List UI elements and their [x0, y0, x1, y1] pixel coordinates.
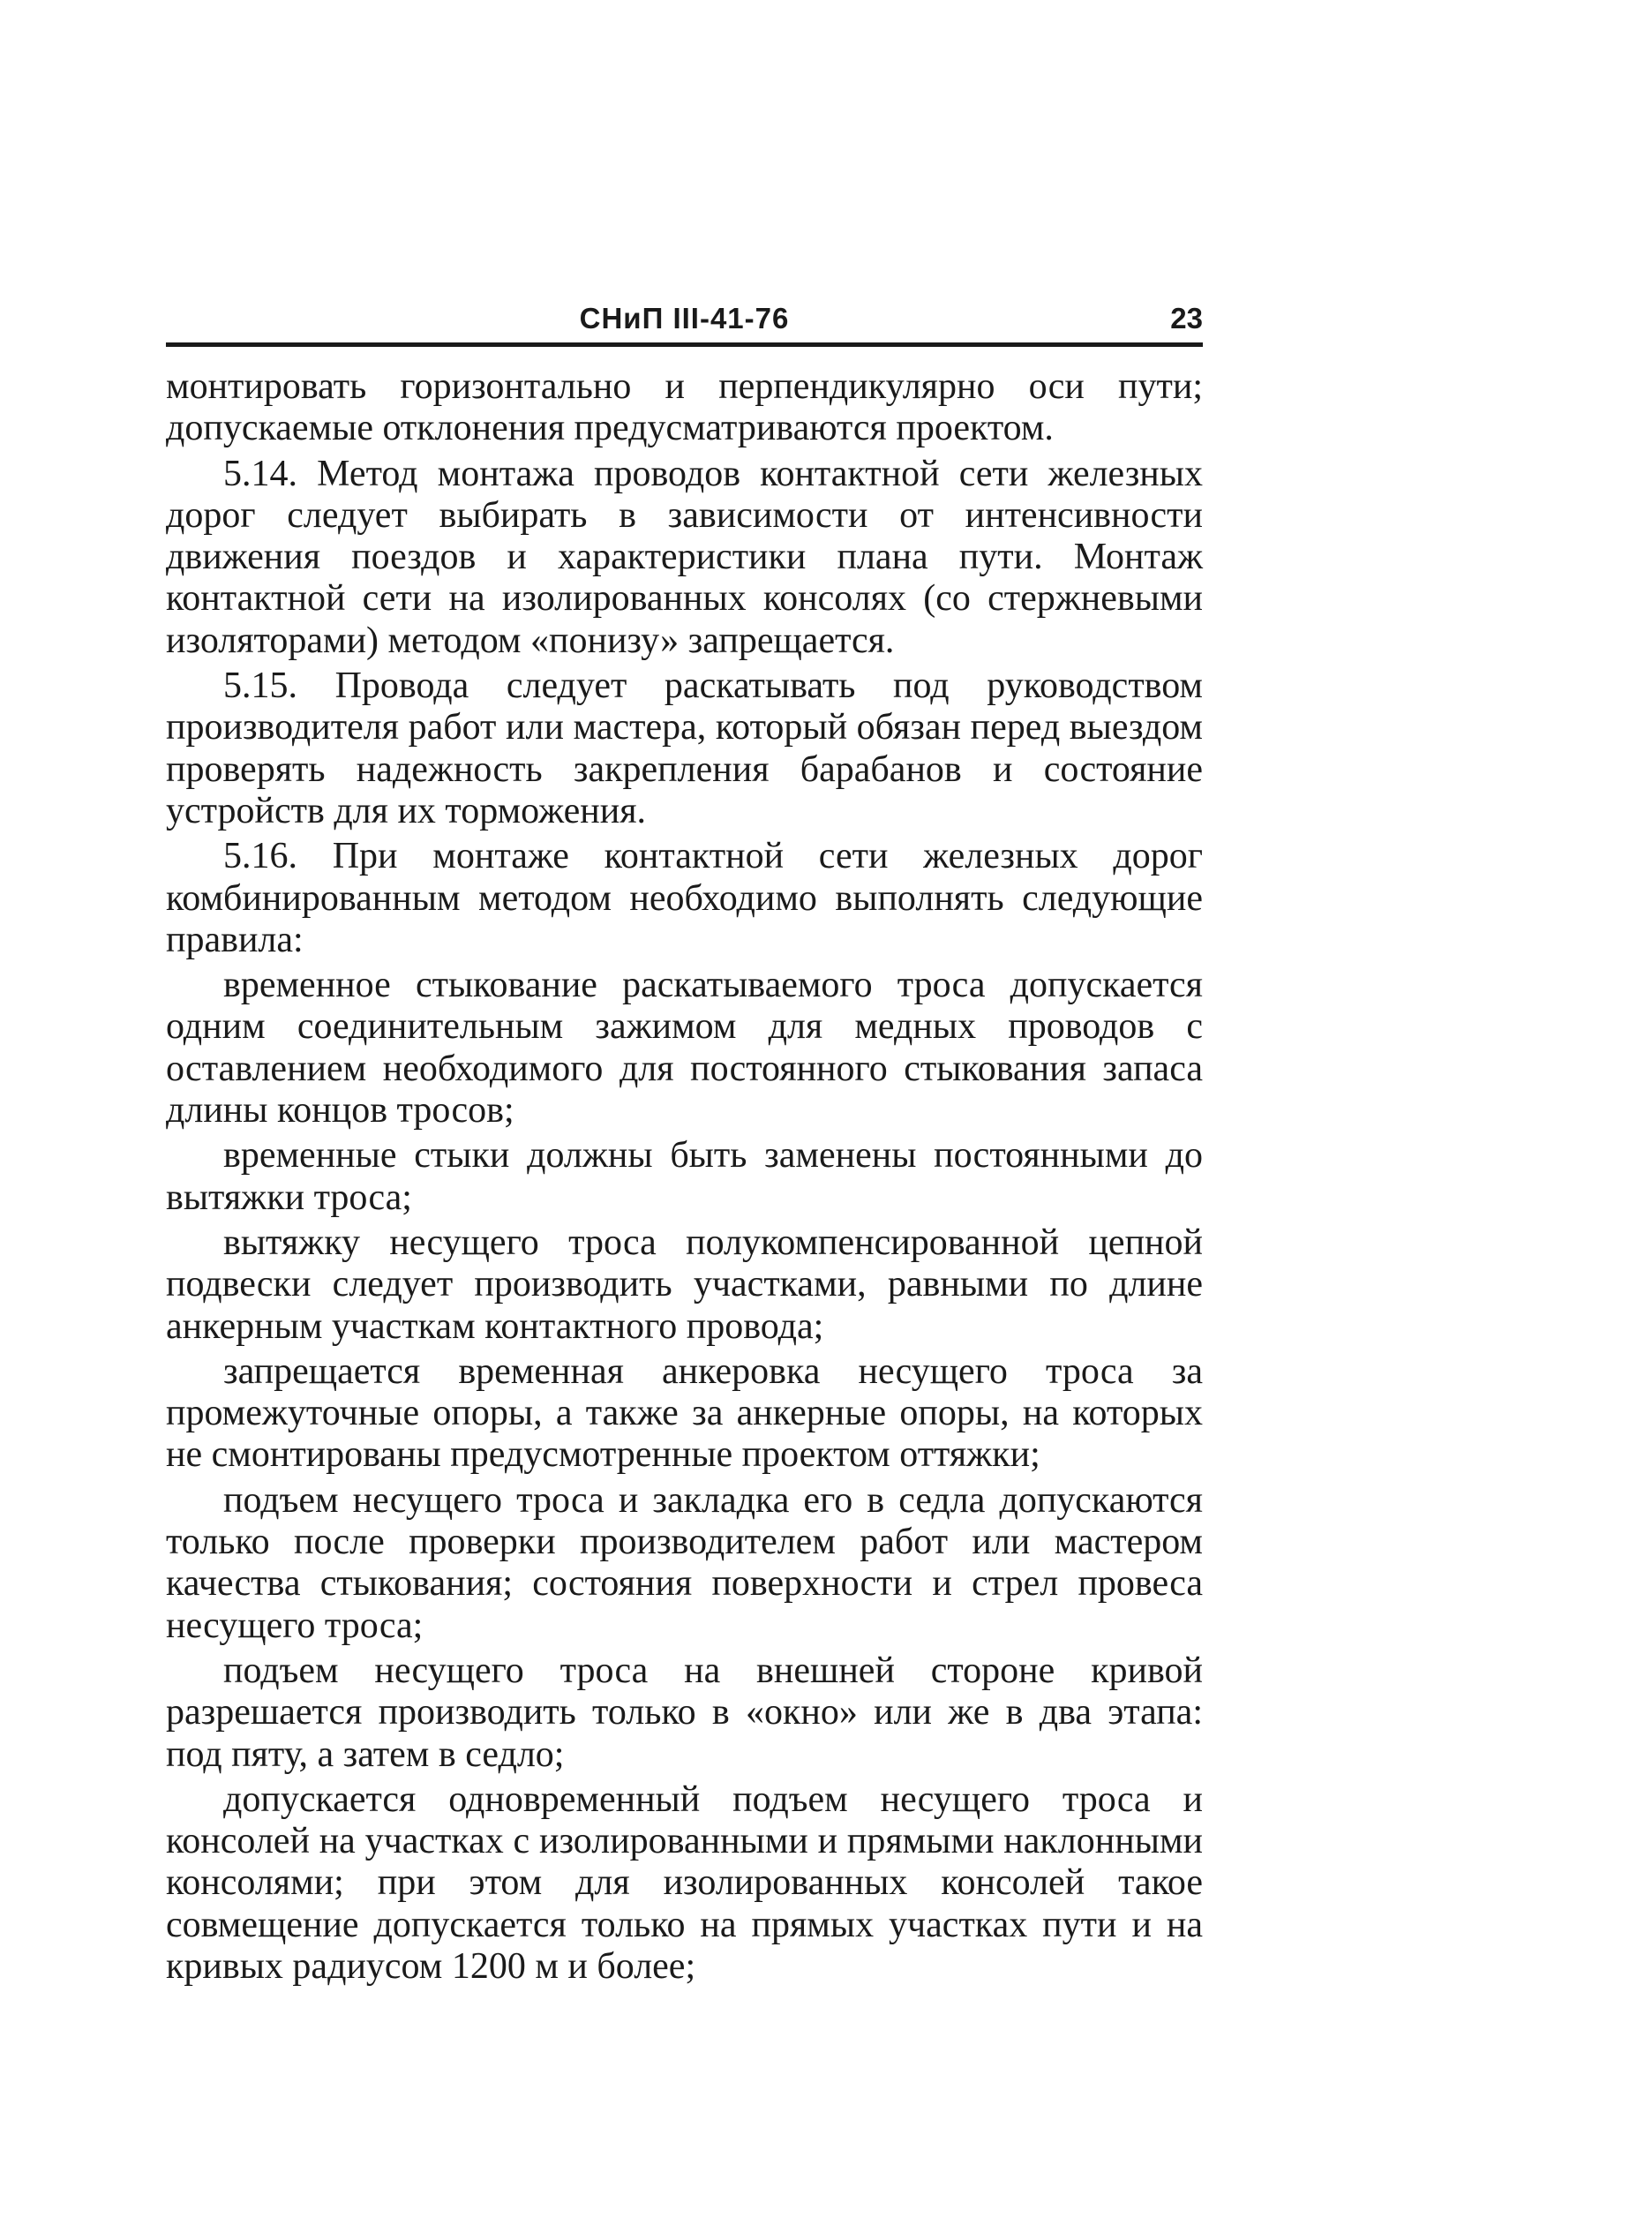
rule-item: подъем несущего троса на внешней стороне кривой разрешается производить только в «окно» или же в два этапа: под пяту, а затем в седло;: [166, 1650, 1203, 1775]
clause-5-16: 5.16. При монтаже контактной сети железных дорог комбинированным методом необходимо выполнять следующие правила:: [166, 836, 1203, 960]
body-text: [166, 366, 1203, 1988]
page-number: 23: [1170, 302, 1203, 335]
rule-item: вытяжку несущего троса полукомпенсированной цепной подвески следует производить участками, равными по длине анкерным участкам контактного провода;: [166, 1222, 1203, 1347]
rule-item: временные стыки должны быть заменены постоянными до вытяжки троса;: [166, 1135, 1203, 1218]
rule-item: допускается одновременный подъем несущего троса и консолей на участках с изолированными и прямыми наклонными консолями; при этом для изолированных консолей такое совмещение допускается только на прямых участках пути и на кривых радиусом 1200 м и более;: [166, 1778, 1203, 1987]
clause-5-14: 5.14. Метод монтажа проводов контактной сети железных дорог следует выбирать в зависимости от интенсивности движения поездов и характеристики плана пути. Монтаж контактной сети на изолированных консолях (со стержневыми изоляторами) методом «понизу» запрещается.: [166, 453, 1203, 661]
document-page: [166, 289, 1203, 1991]
paragraph-continuation: монтировать горизонтально и перпендикулярно оси пути; допускаемые отклонения предусматриваются проектом.: [166, 366, 1203, 449]
rule-item: запрещается временная анкеровка несущего троса за промежуточные опоры, а также за анкерные опоры, на которых не смонтированы предусмотренные проектом оттяжки;: [166, 1350, 1203, 1476]
rule-item: подъем несущего троса и закладка его в седла допускаются только после проверки производителем работ или мастером качества стыкования; состояния поверхности и стрел провеса несущего троса;: [166, 1479, 1203, 1646]
running-title: СНиП III-41-76: [579, 302, 790, 335]
clause-5-15: 5.15. Провода следует раскатывать под руководством производителя работ или мастера, который обязан перед выездом проверять надежность закрепления барабанов и состояние устройств для их торможения.: [166, 665, 1203, 831]
rule-item: временное стыкование раскатываемого троса допускается одним соединительным зажимом для медных проводов с оставлением необходимого для постоянного стыкования запаса длины концов тросов;: [166, 965, 1203, 1132]
running-header: [166, 289, 1203, 347]
